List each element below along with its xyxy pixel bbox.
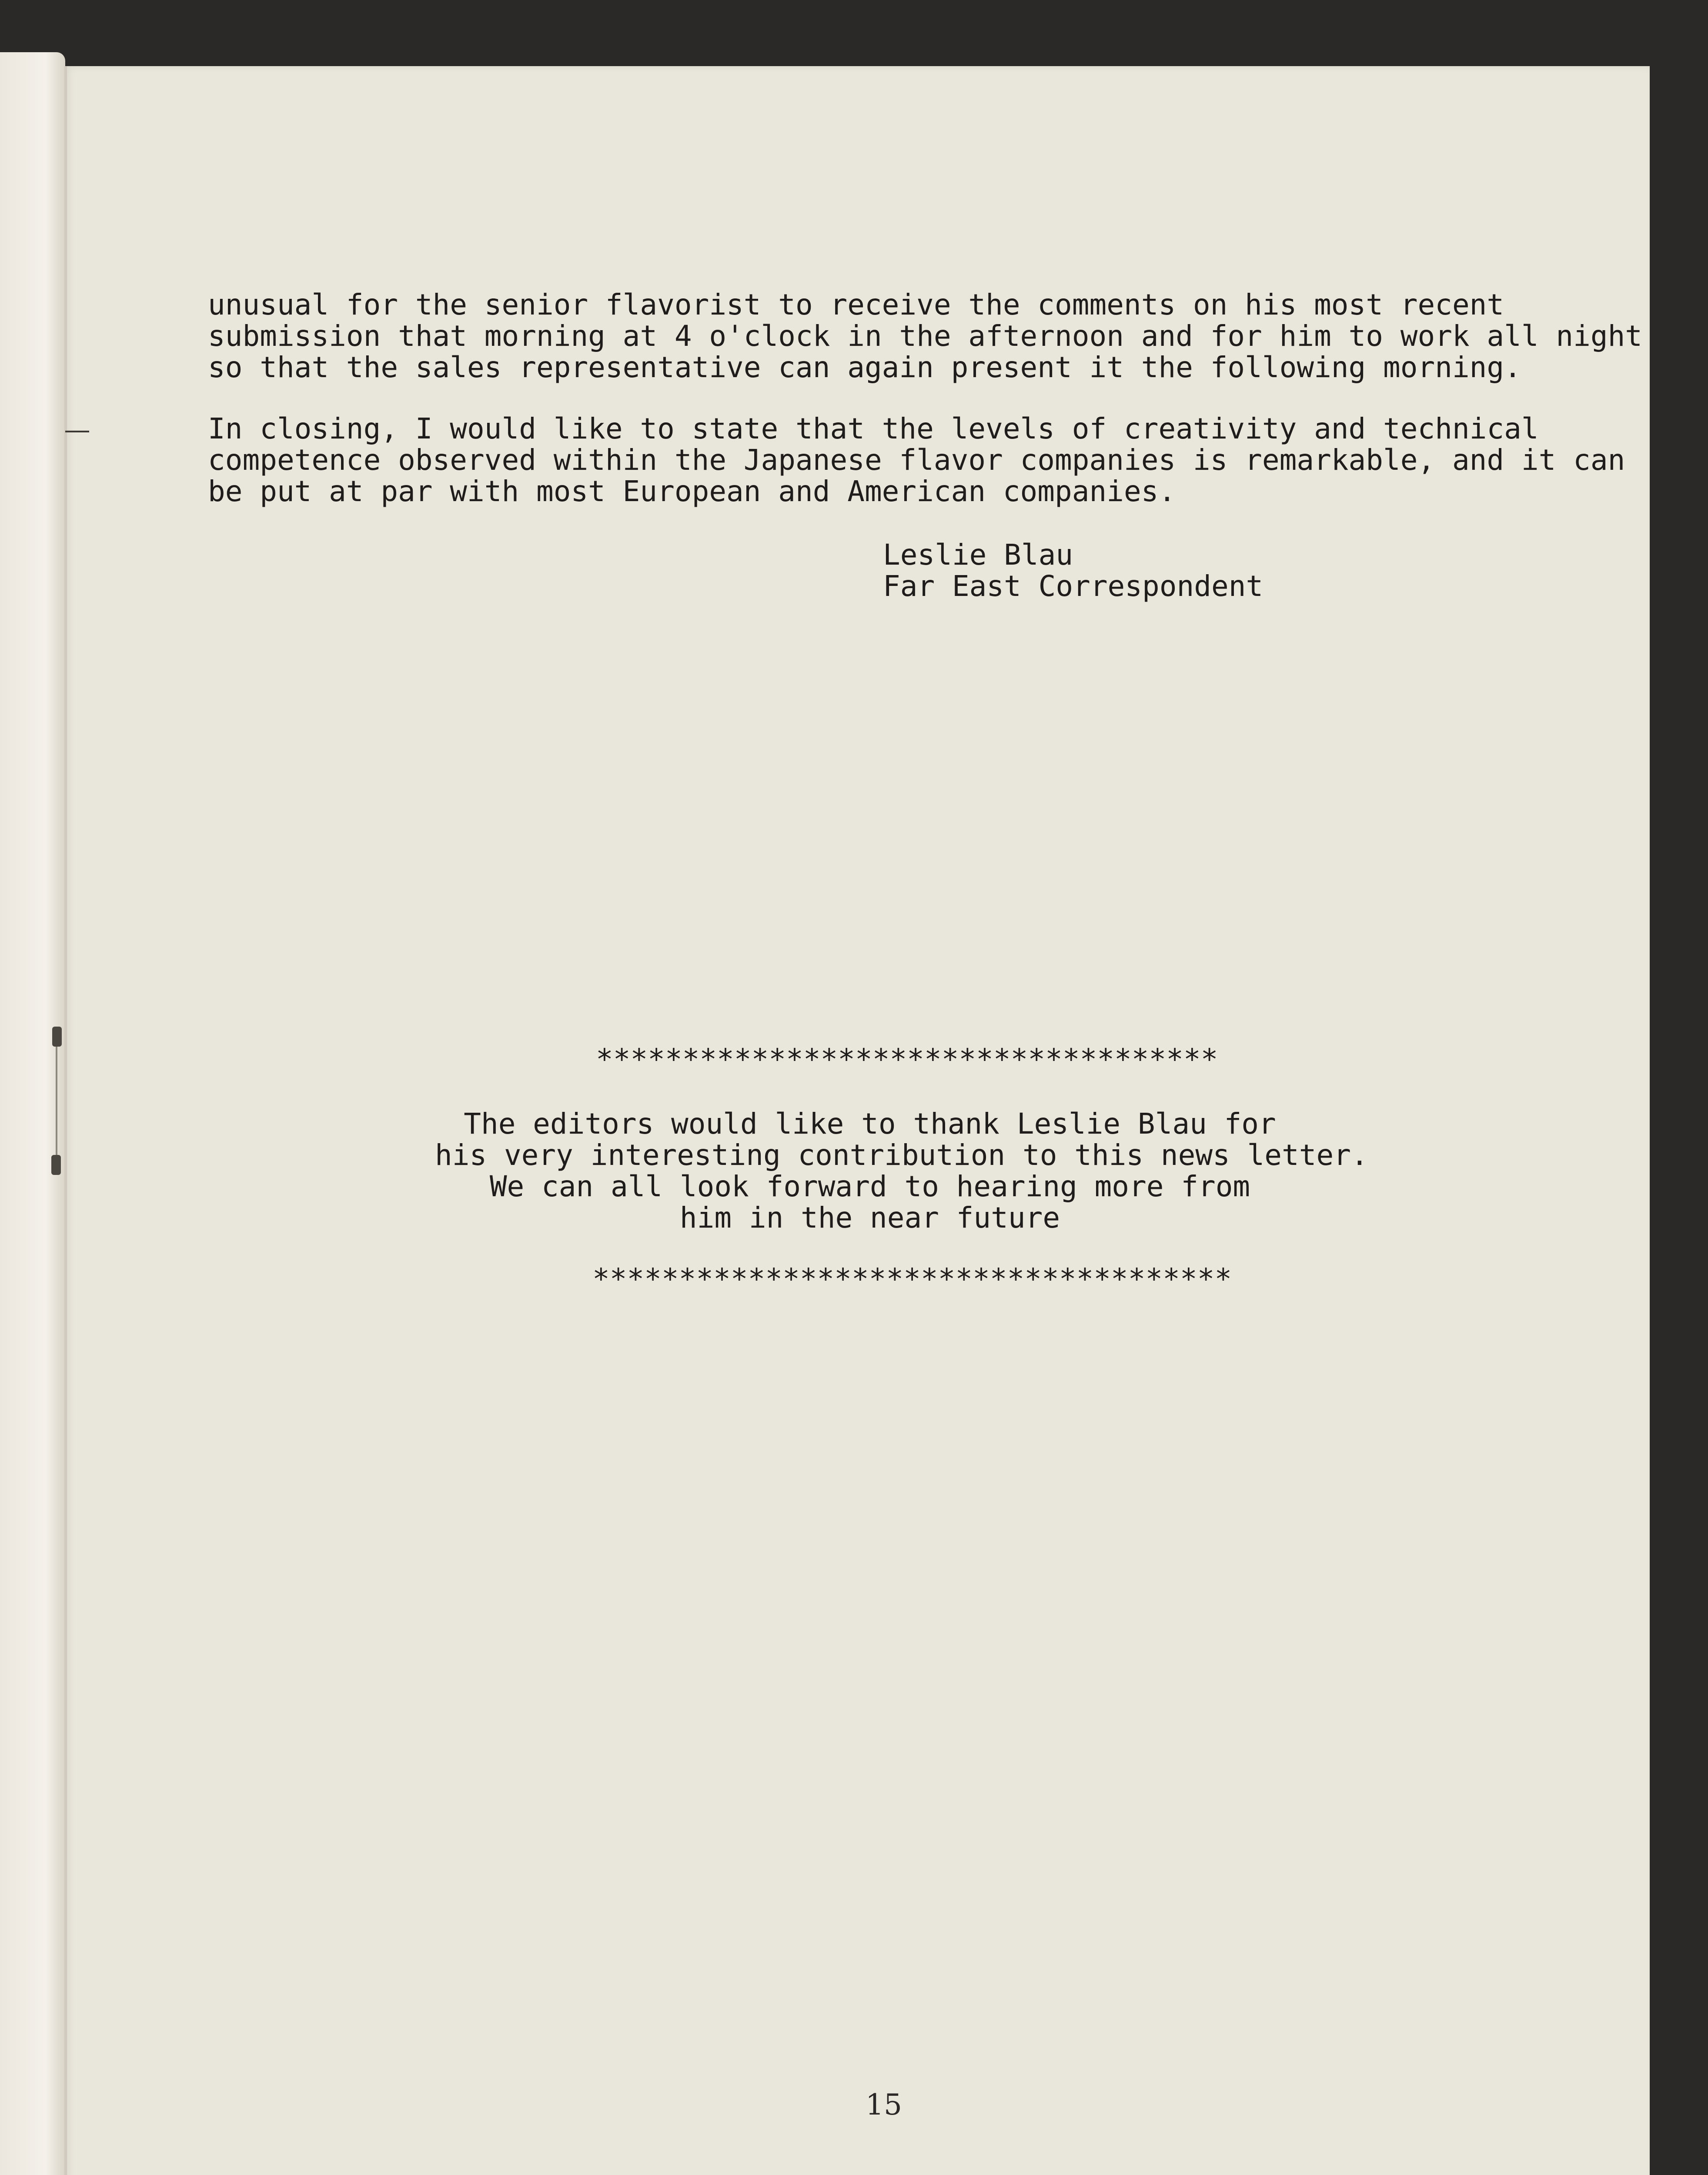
margin-mark [65, 431, 89, 432]
staple-top [52, 1027, 62, 1047]
text-line: submission that morning at 4 o'clock in the afternoon and for him to work all night [208, 319, 1643, 353]
text-line: The editors would like to thank Leslie Blau for [464, 1107, 1276, 1141]
editors-thanks [435, 1107, 1368, 1235]
separator-top: ************************************ [596, 1043, 1218, 1076]
text-line: We can all look forward to hearing more from [489, 1170, 1250, 1203]
text-line: In closing, I would like to state that the levels of creativity and technical [208, 412, 1539, 445]
body-paragraph-1 [208, 289, 1642, 383]
text-line: competence observed within the Japanese flavor companies is remarkable, and it can [208, 443, 1625, 477]
text-line: so that the sales representative can again present it the following morning. [208, 351, 1521, 384]
page-number: 15 [866, 2088, 902, 2121]
separator-bottom: ************************************* [592, 1262, 1232, 1296]
page-spine [64, 66, 67, 2175]
text-line: unusual for the senior flavorist to receive the comments on his most recent [208, 288, 1504, 321]
binding-thread [56, 1035, 57, 1166]
staple-bottom [51, 1155, 61, 1175]
signature-title: Far East Correspondent [883, 569, 1263, 603]
signature-block [883, 539, 1263, 602]
body-paragraph-2 [208, 413, 1625, 507]
text-line: be put at par with most European and American companies. [208, 475, 1176, 508]
signature-name: Leslie Blau [883, 538, 1073, 572]
text-line: his very interesting contribution to this news letter. [435, 1138, 1368, 1172]
text-line: him in the near future [679, 1201, 1060, 1235]
